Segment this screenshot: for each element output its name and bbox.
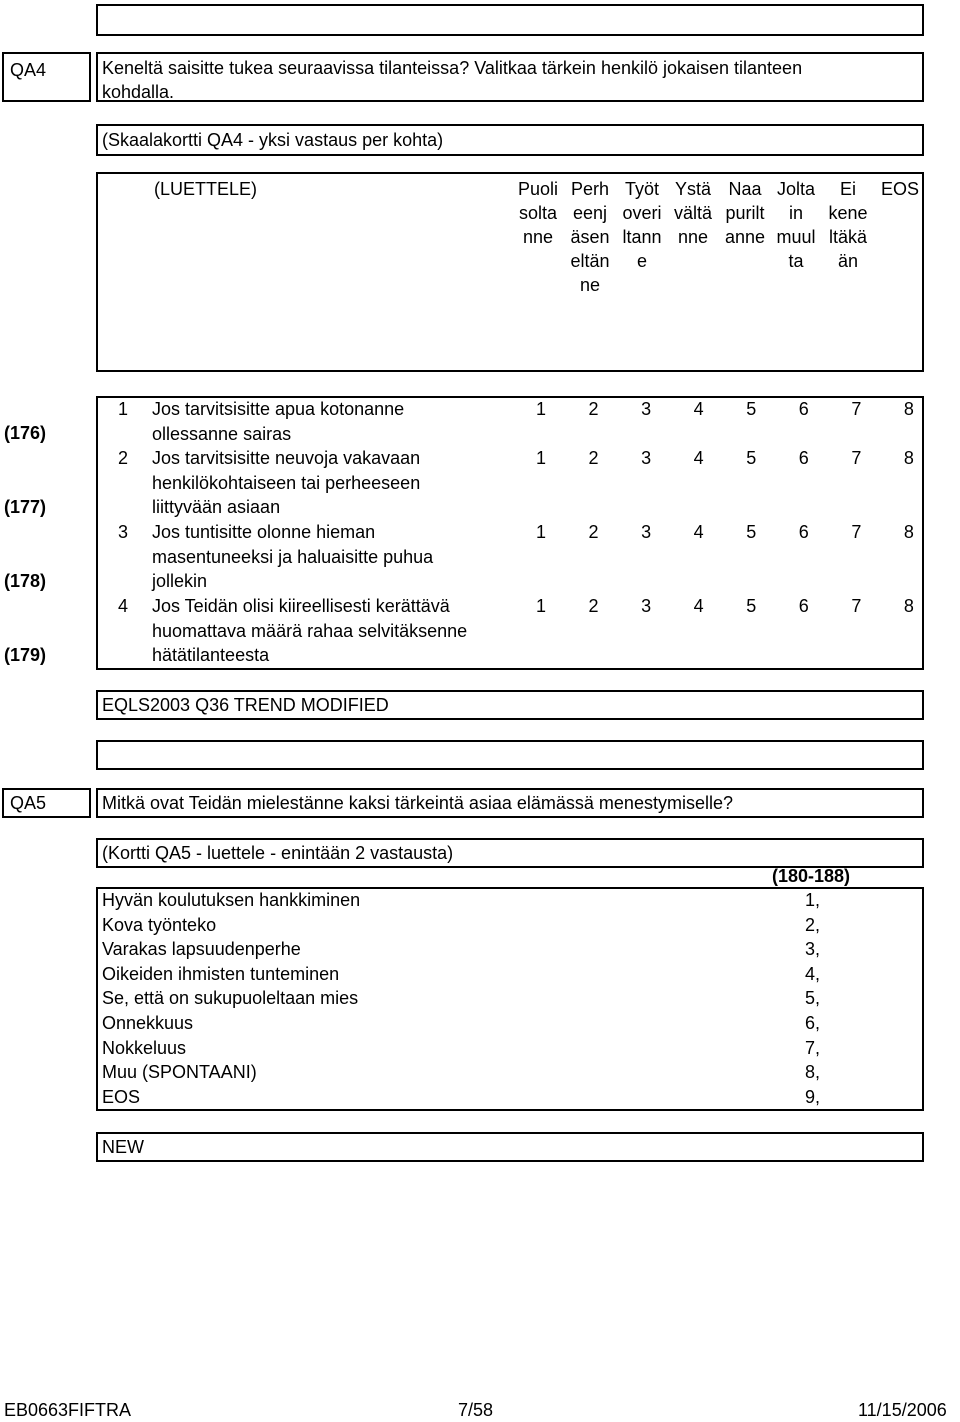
var-code-178: (178) <box>4 571 47 591</box>
option-value: 8, <box>804 1062 820 1082</box>
option-value: 2, <box>804 915 820 935</box>
qa4-question-box <box>96 52 924 102</box>
qa5-code: QA5 <box>10 793 47 813</box>
spacer-empty-box <box>96 740 924 770</box>
option-label: Varakas lapsuudenperhe <box>102 939 301 959</box>
column-header-eos: EOS <box>880 179 919 199</box>
option-label: Se, että on sukupuoleltaan mies <box>102 988 359 1008</box>
column-header-ystavaltanne: Ystä vältä nne <box>673 179 713 247</box>
qa4-question-line2: kohdalla. <box>102 82 175 102</box>
item-number: 4 <box>118 596 129 616</box>
option-value: 9, <box>804 1087 820 1107</box>
qa4-instruction: (Skaalakortti QA4 - yksi vastaus per kohta) <box>102 130 444 150</box>
qa4-list-label: (LUETTELE) <box>154 179 258 199</box>
qa5-var-code: (180-188) <box>772 866 851 886</box>
column-header-naapuriltanne: Naa purilt anne <box>724 179 766 247</box>
qa5-question-box <box>96 788 924 818</box>
item-number: 3 <box>118 522 129 542</box>
column-header-perheenjaseneltanne: Perh eenj äsen eltän ne <box>570 179 610 295</box>
item-scale: 1 2 3 4 5 6 7 8 <box>535 399 914 419</box>
option-value: 5, <box>804 988 820 1008</box>
footer-date: 11/15/2006 <box>858 1400 947 1420</box>
item-text: Jos tuntisitte olonne hieman masentuneeksi ja haluaisitte puhua jollekin <box>152 522 434 591</box>
option-label: Nokkeluus <box>102 1038 187 1058</box>
option-value: 7, <box>804 1038 820 1058</box>
option-label: Oikeiden ihmisten tunteminen <box>102 964 340 984</box>
qa4-code: QA4 <box>10 60 47 80</box>
footer-doc-id: EB0663FIFTRA <box>4 1400 132 1420</box>
item-text: Jos tarvitsisitte apua kotonanne ollessanne sairas <box>152 399 405 444</box>
option-label: Muu (SPONTAANI) <box>102 1062 257 1082</box>
var-code-179: (179) <box>4 645 47 665</box>
new-label-box <box>96 1132 924 1162</box>
var-code-176: (176) <box>4 423 47 443</box>
source-note: EQLS2003 Q36 TREND MODIFIED <box>102 695 389 715</box>
qa5-code-box <box>2 788 91 818</box>
top-empty-box <box>96 4 924 36</box>
column-header-puolisolta: Puoli solta nne <box>517 179 559 247</box>
option-value: 1, <box>804 890 820 910</box>
item-scale: 1 2 3 4 5 6 7 8 <box>535 522 914 542</box>
qa5-question: Mitkä ovat Teidän mielestänne kaksi tärkeintä asiaa elämässä menestymiselle? <box>102 793 733 813</box>
item-number: 1 <box>118 399 129 419</box>
item-text: Jos tarvitsisitte neuvoja vakavaan henkilökohtaiseen tai perheeseen liittyvään asiaan <box>152 448 421 517</box>
item-text: Jos Teidän olisi kiireellisesti kerättävä huomattava määrä rahaa selvitäksenne hätätilanteesta <box>152 596 468 665</box>
new-label: NEW <box>102 1137 144 1157</box>
option-label: Onnekkuus <box>102 1013 194 1033</box>
source-note-box <box>96 690 924 720</box>
option-label: EOS <box>102 1087 141 1107</box>
qa4-code-box <box>2 52 91 102</box>
option-value: 4, <box>804 964 820 984</box>
item-scale: 1 2 3 4 5 6 7 8 <box>535 596 914 616</box>
item-number: 2 <box>118 448 129 468</box>
column-header-tyotoverilta: Työt overi ltann e <box>622 179 662 271</box>
option-label: Kova työnteko <box>102 915 217 935</box>
column-header-joltainmuulta: Jolta in muul ta <box>776 179 816 271</box>
column-header-eikeneltakaan: Ei kene ltäkä än <box>828 179 868 271</box>
var-code-177: (177) <box>4 497 47 517</box>
option-label: Hyvän koulutuksen hankkiminen <box>102 890 361 910</box>
option-value: 3, <box>804 939 820 959</box>
qa4-instruction-box <box>96 124 924 156</box>
item-scale: 1 2 3 4 5 6 7 8 <box>535 448 914 468</box>
qa5-instruction: (Kortti QA5 - luettele - enintään 2 vastausta) <box>102 843 454 863</box>
footer-page-number: 7/58 <box>458 1400 494 1420</box>
option-value: 6, <box>804 1013 820 1033</box>
qa4-question-line1: Keneltä saisitte tukea seuraavissa tilanteissa? Valitkaa tärkein henkilö jokaisen tilanteen <box>102 58 803 78</box>
